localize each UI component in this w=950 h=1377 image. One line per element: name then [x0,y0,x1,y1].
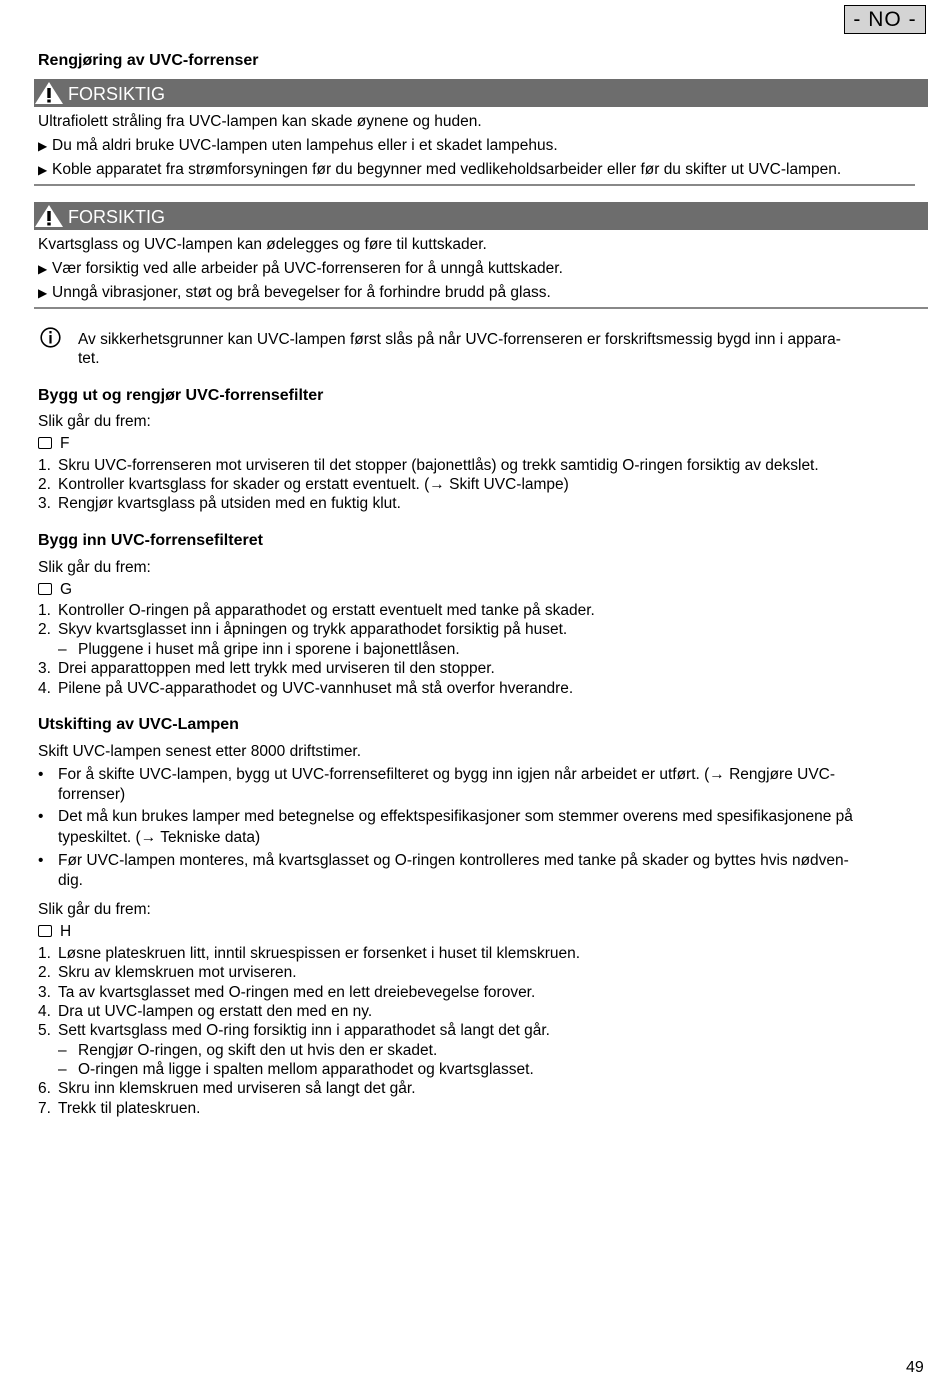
warning-banner-2 [34,202,928,230]
step: 2. Kontroller kvartsglass for skader og erstatt eventuelt. (→ Skift UVC-lampe) [38,476,569,493]
info-icon [40,327,61,348]
arrow-right-icon: ▶ [38,163,48,177]
step: 3. Drei apparattoppen med lett trykk med urviseren til den stopper. [38,660,495,677]
bullet-item-continued: typeskiltet. (→ Tekniske data) [58,829,261,846]
arrow-right-icon: ▶ [38,139,48,153]
step: 5. Sett kvartsglass med O-ring forsiktig inn i apparathodet så langt det går. [38,1022,550,1039]
warning-1-item: ▶ Du må aldri bruke UVC-lampen uten lampehus eller i et skadet lampehus. [38,137,558,154]
procedure-intro: Slik går du frem: [38,559,151,576]
sub-step: – Pluggene i huset må gripe inn i sporene i bajonettlåsen. [58,641,460,658]
warning-triangle-icon [34,204,64,228]
warning-label: FORSIKTIG [68,207,166,227]
info-note-line1: Av sikkerhetsgrunner kan UVC-lampen først slås på når UVC-forrenseren er forskriftsmessig bygd inn i appara- [78,331,841,348]
figure-box-icon [38,925,52,937]
page-number: 49 [906,1359,924,1376]
warning-1-intro: Ultrafiolett stråling fra UVC-lampen kan skade øynene og huden. [38,113,482,130]
language-badge: - NO - [844,5,926,34]
arrow-right-icon: ▶ [38,262,48,276]
step: 1. Skru UVC-forrenseren mot urviseren til det stopper (bajonettlås) og trekk samtidig O-ringen forsiktig av dekslet. [38,457,819,474]
section-title-install: Bygg inn UVC-forrensefilteret [38,532,263,549]
step: 2. Skyv kvartsglasset inn i åpningen og trykk apparathodet forsiktig på huset. [38,621,568,638]
step: 4. Dra ut UVC-lampen og erstatt den med en ny. [38,1003,373,1020]
step: 4. Pilene på UVC-apparathodet og UVC-vannhuset må stå overfor hverandre. [38,680,574,697]
step: 1. Løsne plateskruen litt, inntil skruespissen er forsenket i huset til klemskruen. [38,945,581,962]
warning-1-item: ▶ Koble apparatet fra strømforsyningen før du begynner med vedlikeholdsarbeider eller før du skifter ut UVC-lampen. [38,161,842,178]
divider [34,307,928,309]
step: 3. Rengjør kvartsglass på utsiden med en fuktig klut. [38,495,401,512]
step: 6. Skru inn klemskruen med urviseren så langt det går. [38,1080,416,1097]
warning-2-intro: Kvartsglass og UVC-lampen kan ødelegges og føre til kuttskader. [38,236,487,253]
bullet-item-continued: dig. [58,872,83,889]
figure-reference: H [38,923,71,941]
sub-step: – Rengjør O-ringen, og skift den ut hvis den er skadet. [58,1042,438,1059]
bullet-icon: • [38,766,44,783]
divider [34,184,915,186]
bullet-item-continued: forrenser) [58,786,126,803]
step: 1. Kontroller O-ringen på apparathodet og erstatt eventuelt med tanke på skader. [38,602,595,619]
procedure-intro: Slik går du frem: [38,901,151,918]
warning-banner-1 [34,79,928,107]
section-title-cleaning: Rengjøring av UVC-forrenser [38,52,259,69]
step: 3. Ta av kvartsglasset med O-ringen med en lett dreiebevegelse forover. [38,984,536,1001]
warning-label: FORSIKTIG [68,84,166,104]
bullet-item: • Det må kun brukes lamper med betegnelse og effektspesifikasjoner som stemmer overens med spesifikasjonene på [38,808,853,825]
warning-2-item: ▶ Vær forsiktig ved alle arbeider på UVC-forrenseren for å unngå kuttskader. [38,260,563,277]
info-note-line2: tet. [78,350,100,367]
step: 7. Trekk til plateskruen. [38,1100,201,1117]
figure-box-icon [38,583,52,595]
section-title-replace-lamp: Utskifting av UVC-Lampen [38,716,239,733]
sub-step: – O-ringen må ligge i spalten mellom apparathodet og kvartsglasset. [58,1061,534,1078]
step: 2. Skru av klemskruen mot urviseren. [38,964,297,981]
bullet-icon: • [38,808,44,825]
section-title-disassemble: Bygg ut og rengjør UVC-forrensefilter [38,387,324,404]
warning-triangle-icon [34,81,64,105]
bullet-item: • Før UVC-lampen monteres, må kvartsglasset og O-ringen kontrolleres med tanke på skader og byttes hvis nødven- [38,852,849,869]
warning-2-item: ▶ Unngå vibrasjoner, støt og brå bevegelser for å forhindre brudd på glass. [38,284,551,301]
figure-reference: G [38,581,72,599]
bullet-item: • For å skifte UVC-lampen, bygg ut UVC-forrensefilteret og bygg inn igjen når arbeidet er utført. (→ Rengjøre UVC- [38,766,836,783]
arrow-right-icon: ▶ [38,286,48,300]
figure-reference: F [38,435,69,453]
figure-box-icon [38,437,52,449]
section-intro: Skift UVC-lampen senest etter 8000 driftstimer. [38,743,362,760]
procedure-intro: Slik går du frem: [38,413,151,430]
bullet-icon: • [38,852,44,869]
